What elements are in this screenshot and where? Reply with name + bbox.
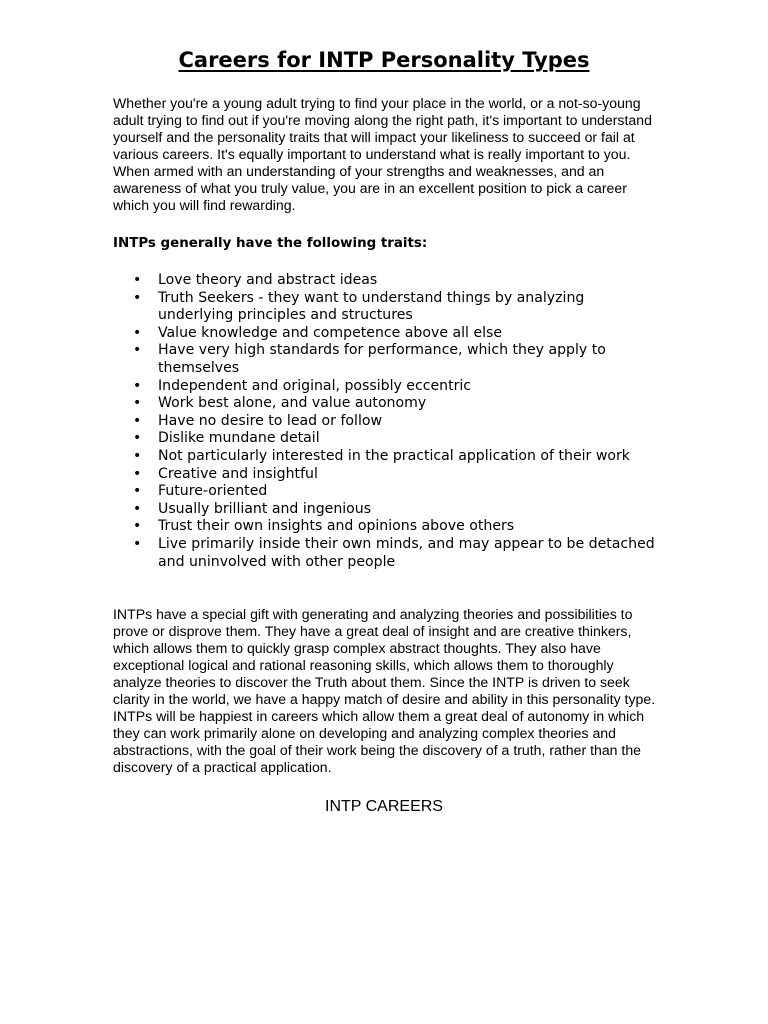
bullet-icon: • — [133, 500, 142, 517]
trait-item — [113, 483, 658, 501]
gift-paragraph: INTPs have a special gift with generating and analyzing theories and possibilities to prove or disprove them. They have a great deal of insight and are creative thinkers, which allows them to quickly grasp complex abstract thoughts. They also have exceptional logical and rational reasoning skills, which allows them to thoroughly analyze theories to discover the Truth about them. Since the INTP is driven to seek clarity in the world, we have a happy match of desire and ability in this personality type. INTPs will be happiest in careers which allow them a great deal of autonomy in which they can work primarily alone on developing and analyzing complex theories and abstractions, with the goal of their work being the discovery of a truth, rather than the discovery of a practical application. — [113, 606, 656, 775]
trait-text: Work best alone, and value autonomy — [158, 395, 427, 412]
bullet-icon: • — [133, 272, 142, 288]
document-title: Careers for INTP Personality Types — [178, 48, 590, 72]
trait-text: Trust their own insights and opinions above others — [158, 518, 515, 535]
bullet-icon: • — [133, 535, 142, 552]
bullet-icon: • — [133, 412, 142, 429]
trait-item — [113, 290, 658, 325]
trait-text: Creative and insightful — [158, 465, 318, 482]
trait-item — [113, 501, 658, 519]
trait-item — [113, 272, 658, 290]
careers-heading: INTP CAREERS — [325, 798, 443, 815]
trait-text: Not particularly interested in the practical application of their work — [158, 447, 630, 464]
bullet-icon: • — [133, 483, 142, 500]
trait-item — [113, 448, 658, 466]
trait-item — [113, 378, 658, 396]
trait-item — [113, 518, 658, 536]
trait-text: Dislike mundane detail — [158, 430, 320, 447]
traits-list — [113, 272, 658, 571]
trait-text: Independent and original, possibly eccentric — [158, 377, 472, 394]
bullet-icon: • — [133, 430, 142, 447]
trait-text: Love theory and abstract ideas — [158, 272, 378, 288]
trait-text: Value knowledge and competence above all else — [158, 324, 503, 341]
bullet-icon: • — [133, 289, 142, 306]
trait-item — [113, 413, 658, 431]
trait-text: Future-oriented — [158, 483, 268, 500]
bullet-icon: • — [133, 342, 142, 359]
traits-heading: INTPs generally have the following traits: — [113, 236, 428, 251]
bullet-icon: • — [133, 395, 142, 412]
trait-item — [113, 325, 658, 343]
trait-text: Truth Seekers - they want to understand things by analyzing underlying principles and structures — [158, 289, 585, 324]
trait-text: Usually brilliant and ingenious — [158, 500, 372, 517]
trait-text: Live primarily inside their own minds, and may appear to be detached and uninvolved with other people — [158, 535, 655, 570]
bullet-icon: • — [133, 465, 142, 482]
intro-paragraph: Whether you're a young adult trying to find your place in the world, or a not-so-young adult trying to find out if you're moving along the right path, it's important to understand yourself and the personality traits that will impact your likeliness to succeed or fail at various careers. It's equally important to understand what is really important to you. When armed with an understanding of your strengths and weaknesses, and an awareness of what you truly value, you are in an excellent position to pick a career which you will find rewarding. — [113, 95, 652, 213]
bullet-icon: • — [133, 518, 142, 535]
bullet-icon: • — [133, 447, 142, 464]
trait-text: Have very high standards for performance, which they apply to themselves — [158, 342, 606, 376]
trait-item — [113, 466, 658, 484]
trait-item — [113, 536, 658, 571]
bullet-icon: • — [133, 324, 142, 341]
trait-text: Have no desire to lead or follow — [158, 412, 383, 429]
trait-item — [113, 430, 658, 448]
trait-item — [113, 395, 658, 413]
trait-item — [113, 342, 658, 377]
bullet-icon: • — [133, 377, 142, 394]
